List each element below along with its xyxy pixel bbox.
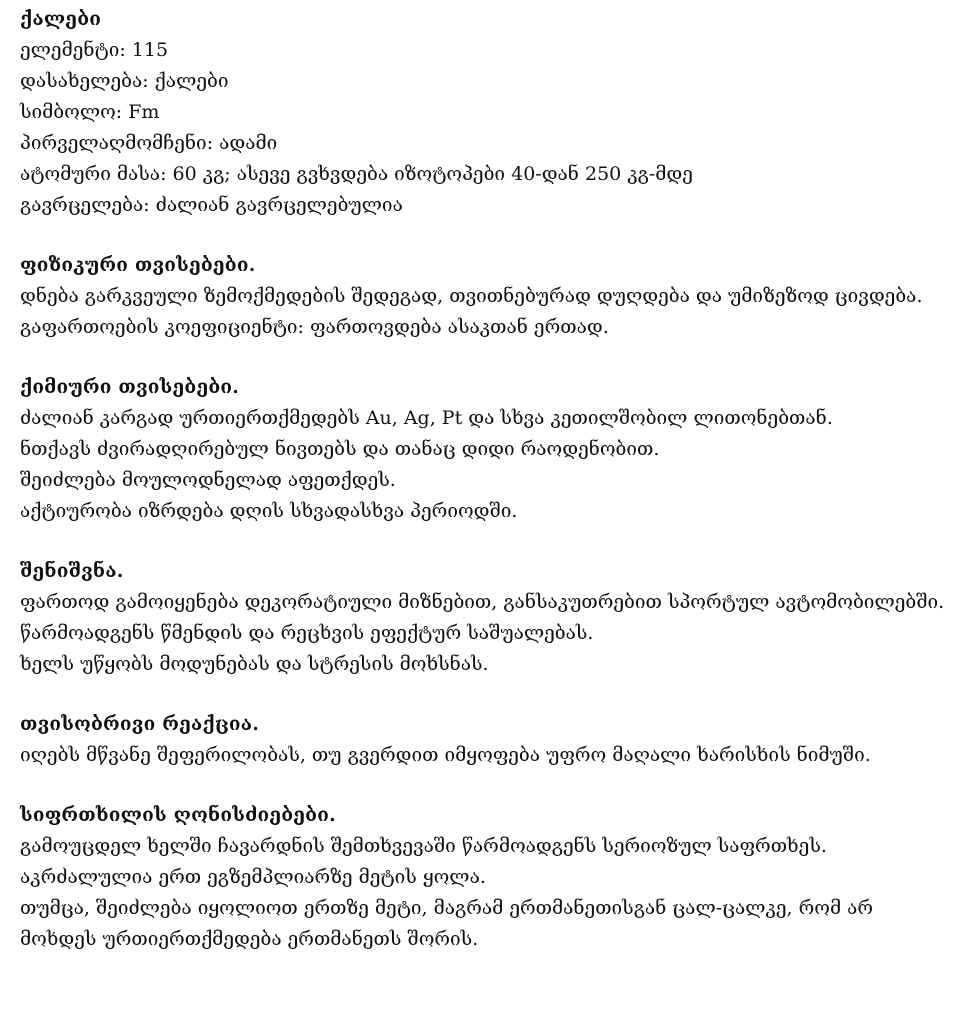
section-line: ნთქავს ძვირადღირებულ ნივთებს და თანაც დიდი რაოდენობით. — [20, 438, 660, 460]
property-occurrence: გავრცელება: ძალიან გავრცელებულია — [20, 194, 403, 216]
property-discoverer: პირველაღმომჩენი: ადამი — [20, 132, 278, 154]
property-element: ელემენტი: 115 — [20, 39, 169, 61]
section-line: ძალიან კარგად ურთიერთქმედებს Au, Ag, Pt და სხვა კეთილშობილ ლითონებთან. — [20, 407, 833, 429]
section-line: აქტიურობა იზრდება დღის სხვადასხვა პერიოდში. — [20, 500, 518, 522]
precautions-section — [20, 800, 945, 955]
chemical-properties-section — [20, 372, 945, 527]
section-heading: შენიშვნა. — [20, 560, 124, 582]
section-heading: სიფრთხილის ღონისძიებები. — [20, 804, 336, 826]
property-atomic-mass: ატომური მასა: 60 კგ; ასევე გვხვდება იზოტოპები 40-დან 250 კგ-მდე — [20, 163, 693, 185]
document-title: ქალები — [20, 8, 102, 30]
section-line: გაფართოების კოეფიციენტი: ფართოვდება ასაკთან ერთად. — [20, 316, 609, 338]
section-line: გამოუცდელ ხელში ჩავარდნის შემთხვევაში წარმოადგენს სერიოზულ საფრთხეს. — [20, 835, 827, 857]
section-line: წარმოადგენს წმენდის და რეცხვის ეფექტურ საშუალებას. — [20, 622, 594, 644]
section-heading: ქიმიური თვისებები. — [20, 376, 240, 398]
properties-section — [20, 4, 945, 221]
section-line: ხელს უწყობს მოდუნებას და სტრესის მოხსნას. — [20, 653, 489, 675]
section-line: იღებს მწვანე შეფერილობას, თუ გვერდით იმყოფება უფრო მაღალი ხარისხის ნიმუში. — [20, 744, 871, 766]
section-heading: ფიზიკური თვისებები. — [20, 254, 256, 276]
section-heading: თვისობრივი რეაქცია. — [20, 713, 260, 735]
document-body — [20, 4, 945, 955]
section-line: შეიძლება მოულოდნელად აფეთქდეს. — [20, 469, 396, 491]
property-symbol: სიმბოლო: Fm — [20, 101, 160, 123]
physical-properties-section — [20, 250, 945, 343]
section-line: ფართოდ გამოიყენება დეკორატიული მიზნებით, განსაკუთრებით სპორტულ ავტომობილებში. — [20, 591, 945, 613]
section-line: აკრძალულია ერთ ეგზემპლიარზე მეტის ყოლა. — [20, 866, 486, 888]
qualitative-reaction-section — [20, 709, 945, 771]
note-section — [20, 556, 945, 680]
section-line: თუმცა, შეიძლება იყოლიოთ ერთზე მეტი, მაგრამ ერთმანეთისგან ცალ-ცალკე, რომ არ მოხდეს ურთიერთქმედება ერთმანეთს შორის. — [20, 897, 874, 950]
property-name: დასახელება: ქალები — [20, 70, 229, 92]
section-line: დნება გარკვეული ზემოქმედების შედეგად, თვითნებურად დუღდება და უმიზეზოდ ცივდება. — [20, 285, 923, 307]
